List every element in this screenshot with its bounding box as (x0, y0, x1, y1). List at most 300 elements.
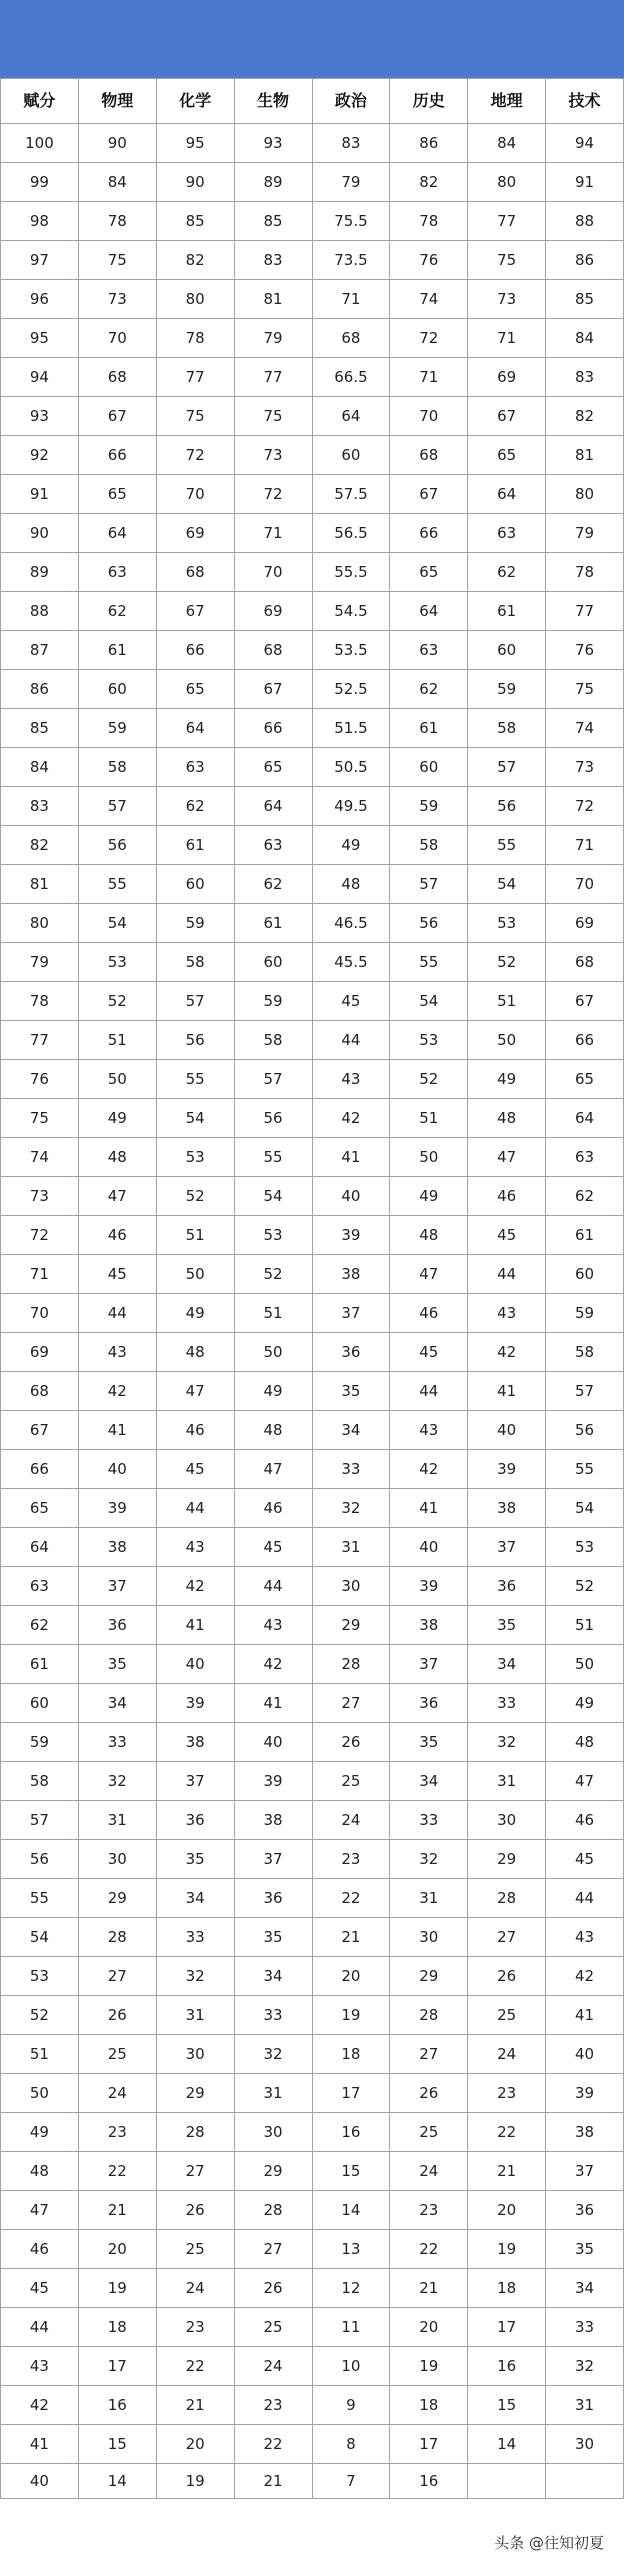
table-cell: 71 (234, 514, 312, 553)
table-cell: 50 (390, 1138, 468, 1177)
table-cell: 54 (390, 982, 468, 1021)
table-cell: 69 (1, 1333, 79, 1372)
table-cell: 69 (468, 358, 546, 397)
table-cell: 29 (468, 1840, 546, 1879)
table-cell: 52.5 (312, 670, 390, 709)
table-cell: 61 (78, 631, 156, 670)
table-cell: 51 (156, 1216, 234, 1255)
table-cell: 30 (468, 1801, 546, 1840)
table-cell: 7 (312, 2464, 390, 2499)
table-cell: 84 (546, 319, 624, 358)
table-cell: 41 (390, 1489, 468, 1528)
table-cell: 40 (1, 2464, 79, 2499)
table-cell: 18 (312, 2035, 390, 2074)
table-cell: 54 (234, 1177, 312, 1216)
table-cell: 73 (546, 748, 624, 787)
table-cell: 28 (312, 1645, 390, 1684)
table-cell: 10 (312, 2347, 390, 2386)
table-row (1, 1528, 624, 1567)
table-cell: 29 (156, 2074, 234, 2113)
table-row (1, 475, 624, 514)
table-cell: 78 (390, 202, 468, 241)
table-cell: 20 (468, 2191, 546, 2230)
table-cell: 67 (1, 1411, 79, 1450)
table-cell: 81 (234, 280, 312, 319)
table-row (1, 943, 624, 982)
table-cell: 33 (312, 1450, 390, 1489)
table-cell: 22 (234, 2425, 312, 2464)
table-cell: 48 (312, 865, 390, 904)
table-cell: 33 (234, 1996, 312, 2035)
table-row (1, 163, 624, 202)
table-cell: 49 (546, 1684, 624, 1723)
table-cell: 33 (546, 2308, 624, 2347)
table-cell: 96 (1, 280, 79, 319)
table-cell: 22 (156, 2347, 234, 2386)
table-cell: 100 (1, 124, 79, 163)
table-cell: 32 (390, 1840, 468, 1879)
table-cell: 62 (78, 592, 156, 631)
table-cell: 75 (546, 670, 624, 709)
table-cell: 63 (546, 1138, 624, 1177)
table-cell: 61 (156, 826, 234, 865)
table-cell: 73 (1, 1177, 79, 1216)
table-cell: 47 (234, 1450, 312, 1489)
table-cell: 81 (1, 865, 79, 904)
table-row (1, 1645, 624, 1684)
table-cell: 37 (78, 1567, 156, 1606)
table-cell: 49 (78, 1099, 156, 1138)
table-cell: 29 (78, 1879, 156, 1918)
table-cell: 25 (390, 2113, 468, 2152)
table-cell: 75 (234, 397, 312, 436)
table-cell: 56.5 (312, 514, 390, 553)
table-cell: 49 (468, 1060, 546, 1099)
table-cell: 59 (1, 1723, 79, 1762)
table-cell: 62 (390, 670, 468, 709)
table-cell: 57 (546, 1372, 624, 1411)
table-row (1, 1138, 624, 1177)
table-cell: 43 (234, 1606, 312, 1645)
table-cell: 37 (390, 1645, 468, 1684)
table-cell: 41 (468, 1372, 546, 1411)
table-cell: 54 (1, 1918, 79, 1957)
table-cell: 75.5 (312, 202, 390, 241)
table-cell: 25 (312, 1762, 390, 1801)
table-cell: 84 (78, 163, 156, 202)
table-cell: 25 (468, 1996, 546, 2035)
table-cell: 71 (546, 826, 624, 865)
table-cell: 49 (156, 1294, 234, 1333)
table-cell: 55 (468, 826, 546, 865)
table-header-row (1, 79, 624, 124)
table-cell: 29 (234, 2152, 312, 2191)
table-cell: 44 (546, 1879, 624, 1918)
table-row (1, 436, 624, 475)
table-cell: 22 (312, 1879, 390, 1918)
table-cell: 46 (1, 2230, 79, 2269)
table-cell: 50 (156, 1255, 234, 1294)
table-cell: 90 (156, 163, 234, 202)
table-cell: 12 (312, 2269, 390, 2308)
table-cell: 55 (156, 1060, 234, 1099)
table-cell: 62 (156, 787, 234, 826)
table-cell: 19 (156, 2464, 234, 2499)
table-cell: 77 (156, 358, 234, 397)
table-cell: 39 (78, 1489, 156, 1528)
table-row (1, 124, 624, 163)
table-cell: 61 (468, 592, 546, 631)
table-cell: 88 (546, 202, 624, 241)
table-cell: 97 (1, 241, 79, 280)
table-cell: 45 (78, 1255, 156, 1294)
table-cell: 71 (390, 358, 468, 397)
table-cell: 23 (234, 2386, 312, 2425)
table-cell: 34 (78, 1684, 156, 1723)
table-cell: 19 (78, 2269, 156, 2308)
table-cell: 42 (390, 1450, 468, 1489)
table-cell: 25 (156, 2230, 234, 2269)
table-cell: 24 (156, 2269, 234, 2308)
table-cell: 65 (234, 748, 312, 787)
table-cell: 32 (468, 1723, 546, 1762)
column-header: 政治 (312, 79, 390, 124)
table-cell: 33 (390, 1801, 468, 1840)
table-row (1, 748, 624, 787)
table-cell: 43 (312, 1060, 390, 1099)
table-cell: 56 (468, 787, 546, 826)
table-row (1, 1606, 624, 1645)
table-row (1, 2308, 624, 2347)
table-cell: 20 (78, 2230, 156, 2269)
table-cell: 52 (390, 1060, 468, 1099)
table-row (1, 2074, 624, 2113)
table-cell: 60 (546, 1255, 624, 1294)
table-cell: 17 (312, 2074, 390, 2113)
table-cell: 61 (1, 1645, 79, 1684)
table-cell: 51 (78, 1021, 156, 1060)
table-cell: 42 (312, 1099, 390, 1138)
table-row (1, 1099, 624, 1138)
table-cell: 30 (78, 1840, 156, 1879)
table-cell: 68 (78, 358, 156, 397)
table-cell: 21 (468, 2152, 546, 2191)
table-cell: 46 (546, 1801, 624, 1840)
table-cell: 35 (78, 1645, 156, 1684)
table-cell: 36 (312, 1333, 390, 1372)
table-cell: 24 (234, 2347, 312, 2386)
table-cell: 21 (234, 2464, 312, 2499)
table-cell: 52 (78, 982, 156, 1021)
table-cell: 30 (312, 1567, 390, 1606)
table-cell: 66 (234, 709, 312, 748)
table-row (1, 592, 624, 631)
table-cell: 15 (78, 2425, 156, 2464)
table-cell: 34 (546, 2269, 624, 2308)
table-cell: 54.5 (312, 592, 390, 631)
table-cell: 64 (156, 709, 234, 748)
table-cell: 44 (156, 1489, 234, 1528)
table-cell: 24 (312, 1801, 390, 1840)
table-cell: 39 (156, 1684, 234, 1723)
table-cell: 44 (468, 1255, 546, 1294)
table-cell: 58 (1, 1762, 79, 1801)
table-cell: 65 (546, 1060, 624, 1099)
table-cell: 60 (78, 670, 156, 709)
table-cell: 34 (390, 1762, 468, 1801)
table-cell: 67 (468, 397, 546, 436)
table-cell: 43 (78, 1333, 156, 1372)
table-cell: 39 (234, 1762, 312, 1801)
table-cell: 25 (234, 2308, 312, 2347)
table-cell: 15 (312, 2152, 390, 2191)
table-cell: 72 (1, 1216, 79, 1255)
table-cell: 53 (156, 1138, 234, 1177)
table-cell: 66 (1, 1450, 79, 1489)
table-cell: 30 (156, 2035, 234, 2074)
table-cell: 51 (468, 982, 546, 1021)
table-cell: 41 (312, 1138, 390, 1177)
table-body (1, 124, 624, 2499)
table-cell: 22 (468, 2113, 546, 2152)
table-cell: 18 (468, 2269, 546, 2308)
table-row (1, 319, 624, 358)
table-cell: 38 (312, 1255, 390, 1294)
column-header: 技术 (546, 79, 624, 124)
table-cell: 57 (1, 1801, 79, 1840)
table-cell: 26 (312, 1723, 390, 1762)
table-cell: 49 (1, 2113, 79, 2152)
table-cell: 40 (390, 1528, 468, 1567)
table-cell: 82 (546, 397, 624, 436)
table-row (1, 982, 624, 1021)
table-row (1, 1255, 624, 1294)
table-cell: 42 (1, 2386, 79, 2425)
table-cell: 48 (234, 1411, 312, 1450)
table-cell: 91 (546, 163, 624, 202)
column-header: 物理 (78, 79, 156, 124)
table-cell: 80 (156, 280, 234, 319)
table-cell: 71 (1, 1255, 79, 1294)
table-cell: 79 (312, 163, 390, 202)
table-cell: 37 (468, 1528, 546, 1567)
table-cell: 35 (390, 1723, 468, 1762)
table-cell: 74 (1, 1138, 79, 1177)
table-cell: 35 (468, 1606, 546, 1645)
table-cell: 55 (78, 865, 156, 904)
table-cell: 54 (546, 1489, 624, 1528)
table-cell: 47 (390, 1255, 468, 1294)
table-cell: 95 (1, 319, 79, 358)
table-row (1, 1567, 624, 1606)
table-cell: 45 (156, 1450, 234, 1489)
table-cell: 17 (468, 2308, 546, 2347)
table-row (1, 1333, 624, 1372)
table-cell: 62 (546, 1177, 624, 1216)
table-cell: 38 (468, 1489, 546, 1528)
table-cell: 52 (234, 1255, 312, 1294)
table-cell: 16 (78, 2386, 156, 2425)
table-cell: 48 (1, 2152, 79, 2191)
table-cell: 93 (234, 124, 312, 163)
table-cell: 67 (390, 475, 468, 514)
table-cell: 47 (78, 1177, 156, 1216)
table-cell: 56 (234, 1099, 312, 1138)
table-cell: 59 (546, 1294, 624, 1333)
table-cell: 64 (1, 1528, 79, 1567)
table-cell: 70 (390, 397, 468, 436)
table-cell: 31 (312, 1528, 390, 1567)
table-cell: 31 (390, 1879, 468, 1918)
table-row (1, 2347, 624, 2386)
table-row (1, 553, 624, 592)
table-cell: 72 (234, 475, 312, 514)
table-row (1, 397, 624, 436)
table-row (1, 2425, 624, 2464)
table-cell: 16 (468, 2347, 546, 2386)
table-row (1, 1372, 624, 1411)
table-cell: 86 (1, 670, 79, 709)
column-header: 赋分 (1, 79, 79, 124)
table-cell: 60 (390, 748, 468, 787)
table-row (1, 1762, 624, 1801)
table-cell: 40 (312, 1177, 390, 1216)
table-cell: 26 (78, 1996, 156, 2035)
table-cell: 65 (78, 475, 156, 514)
table-cell: 60 (468, 631, 546, 670)
table-row (1, 1957, 624, 1996)
table-cell: 65 (468, 436, 546, 475)
table-cell: 77 (1, 1021, 79, 1060)
table-cell: 26 (156, 2191, 234, 2230)
table-cell: 26 (468, 1957, 546, 1996)
table-cell: 68 (546, 943, 624, 982)
table-cell: 64 (312, 397, 390, 436)
table-row (1, 1060, 624, 1099)
table-cell: 33 (78, 1723, 156, 1762)
table-row (1, 1918, 624, 1957)
table-cell: 24 (468, 2035, 546, 2074)
table-cell: 16 (390, 2464, 468, 2499)
table-cell: 95 (156, 124, 234, 163)
table-cell: 31 (156, 1996, 234, 2035)
table-cell: 35 (234, 1918, 312, 1957)
table-cell: 23 (390, 2191, 468, 2230)
table-cell: 36 (156, 1801, 234, 1840)
table-cell: 48 (78, 1138, 156, 1177)
table-cell: 58 (78, 748, 156, 787)
table-cell: 35 (156, 1840, 234, 1879)
table-cell: 28 (468, 1879, 546, 1918)
table-cell: 85 (156, 202, 234, 241)
table-cell: 41 (1, 2425, 79, 2464)
table-cell: 53.5 (312, 631, 390, 670)
table-cell: 18 (390, 2386, 468, 2425)
table-cell: 53 (468, 904, 546, 943)
table-cell: 42 (78, 1372, 156, 1411)
table-cell: 28 (78, 1918, 156, 1957)
table-cell: 37 (546, 2152, 624, 2191)
table-cell: 14 (312, 2191, 390, 2230)
table-cell: 50 (468, 1021, 546, 1060)
table-cell: 88 (1, 592, 79, 631)
table-cell: 76 (1, 1060, 79, 1099)
table-cell: 24 (390, 2152, 468, 2191)
table-cell: 94 (1, 358, 79, 397)
table-cell: 58 (546, 1333, 624, 1372)
table-cell: 63 (78, 553, 156, 592)
table-cell: 25 (78, 2035, 156, 2074)
table-cell: 64 (468, 475, 546, 514)
table-cell: 41 (156, 1606, 234, 1645)
table-cell: 66.5 (312, 358, 390, 397)
table-cell: 66 (78, 436, 156, 475)
table-cell: 63 (156, 748, 234, 787)
table-cell: 78 (1, 982, 79, 1021)
table-cell: 35 (312, 1372, 390, 1411)
table-cell: 46 (78, 1216, 156, 1255)
table-cell: 64 (78, 514, 156, 553)
table-cell: 17 (390, 2425, 468, 2464)
table-cell: 50 (1, 2074, 79, 2113)
table-cell: 55 (546, 1450, 624, 1489)
table-cell: 80 (1, 904, 79, 943)
table-cell: 57.5 (312, 475, 390, 514)
table-row (1, 2386, 624, 2425)
table-cell: 42 (468, 1333, 546, 1372)
table-cell: 44 (78, 1294, 156, 1333)
table-cell: 63 (1, 1567, 79, 1606)
table-cell: 70 (546, 865, 624, 904)
table-cell: 72 (390, 319, 468, 358)
table-cell: 36 (78, 1606, 156, 1645)
table-cell: 68 (390, 436, 468, 475)
table-cell: 46 (390, 1294, 468, 1333)
column-header: 化学 (156, 79, 234, 124)
table-cell: 36 (390, 1684, 468, 1723)
table-cell: 93 (1, 397, 79, 436)
table-cell (546, 2464, 624, 2499)
table-cell: 63 (468, 514, 546, 553)
table-cell: 98 (1, 202, 79, 241)
table-cell: 74 (390, 280, 468, 319)
table-cell: 30 (546, 2425, 624, 2464)
table-cell: 58 (468, 709, 546, 748)
table-cell: 43 (390, 1411, 468, 1450)
table-cell: 21 (156, 2386, 234, 2425)
table-cell: 46 (234, 1489, 312, 1528)
table-cell: 40 (234, 1723, 312, 1762)
table-cell: 36 (546, 2191, 624, 2230)
table-cell: 56 (390, 904, 468, 943)
table-row (1, 904, 624, 943)
table-cell: 27 (234, 2230, 312, 2269)
column-header: 生物 (234, 79, 312, 124)
table-cell: 83 (234, 241, 312, 280)
table-cell: 8 (312, 2425, 390, 2464)
table-cell: 38 (390, 1606, 468, 1645)
table-cell: 71 (312, 280, 390, 319)
table-cell: 59 (468, 670, 546, 709)
table-cell: 18 (78, 2308, 156, 2347)
table-cell: 27 (312, 1684, 390, 1723)
table-cell: 34 (468, 1645, 546, 1684)
table-cell: 29 (312, 1606, 390, 1645)
table-cell: 47 (468, 1138, 546, 1177)
table-cell: 72 (156, 436, 234, 475)
table-cell: 78 (156, 319, 234, 358)
table-cell: 86 (546, 241, 624, 280)
